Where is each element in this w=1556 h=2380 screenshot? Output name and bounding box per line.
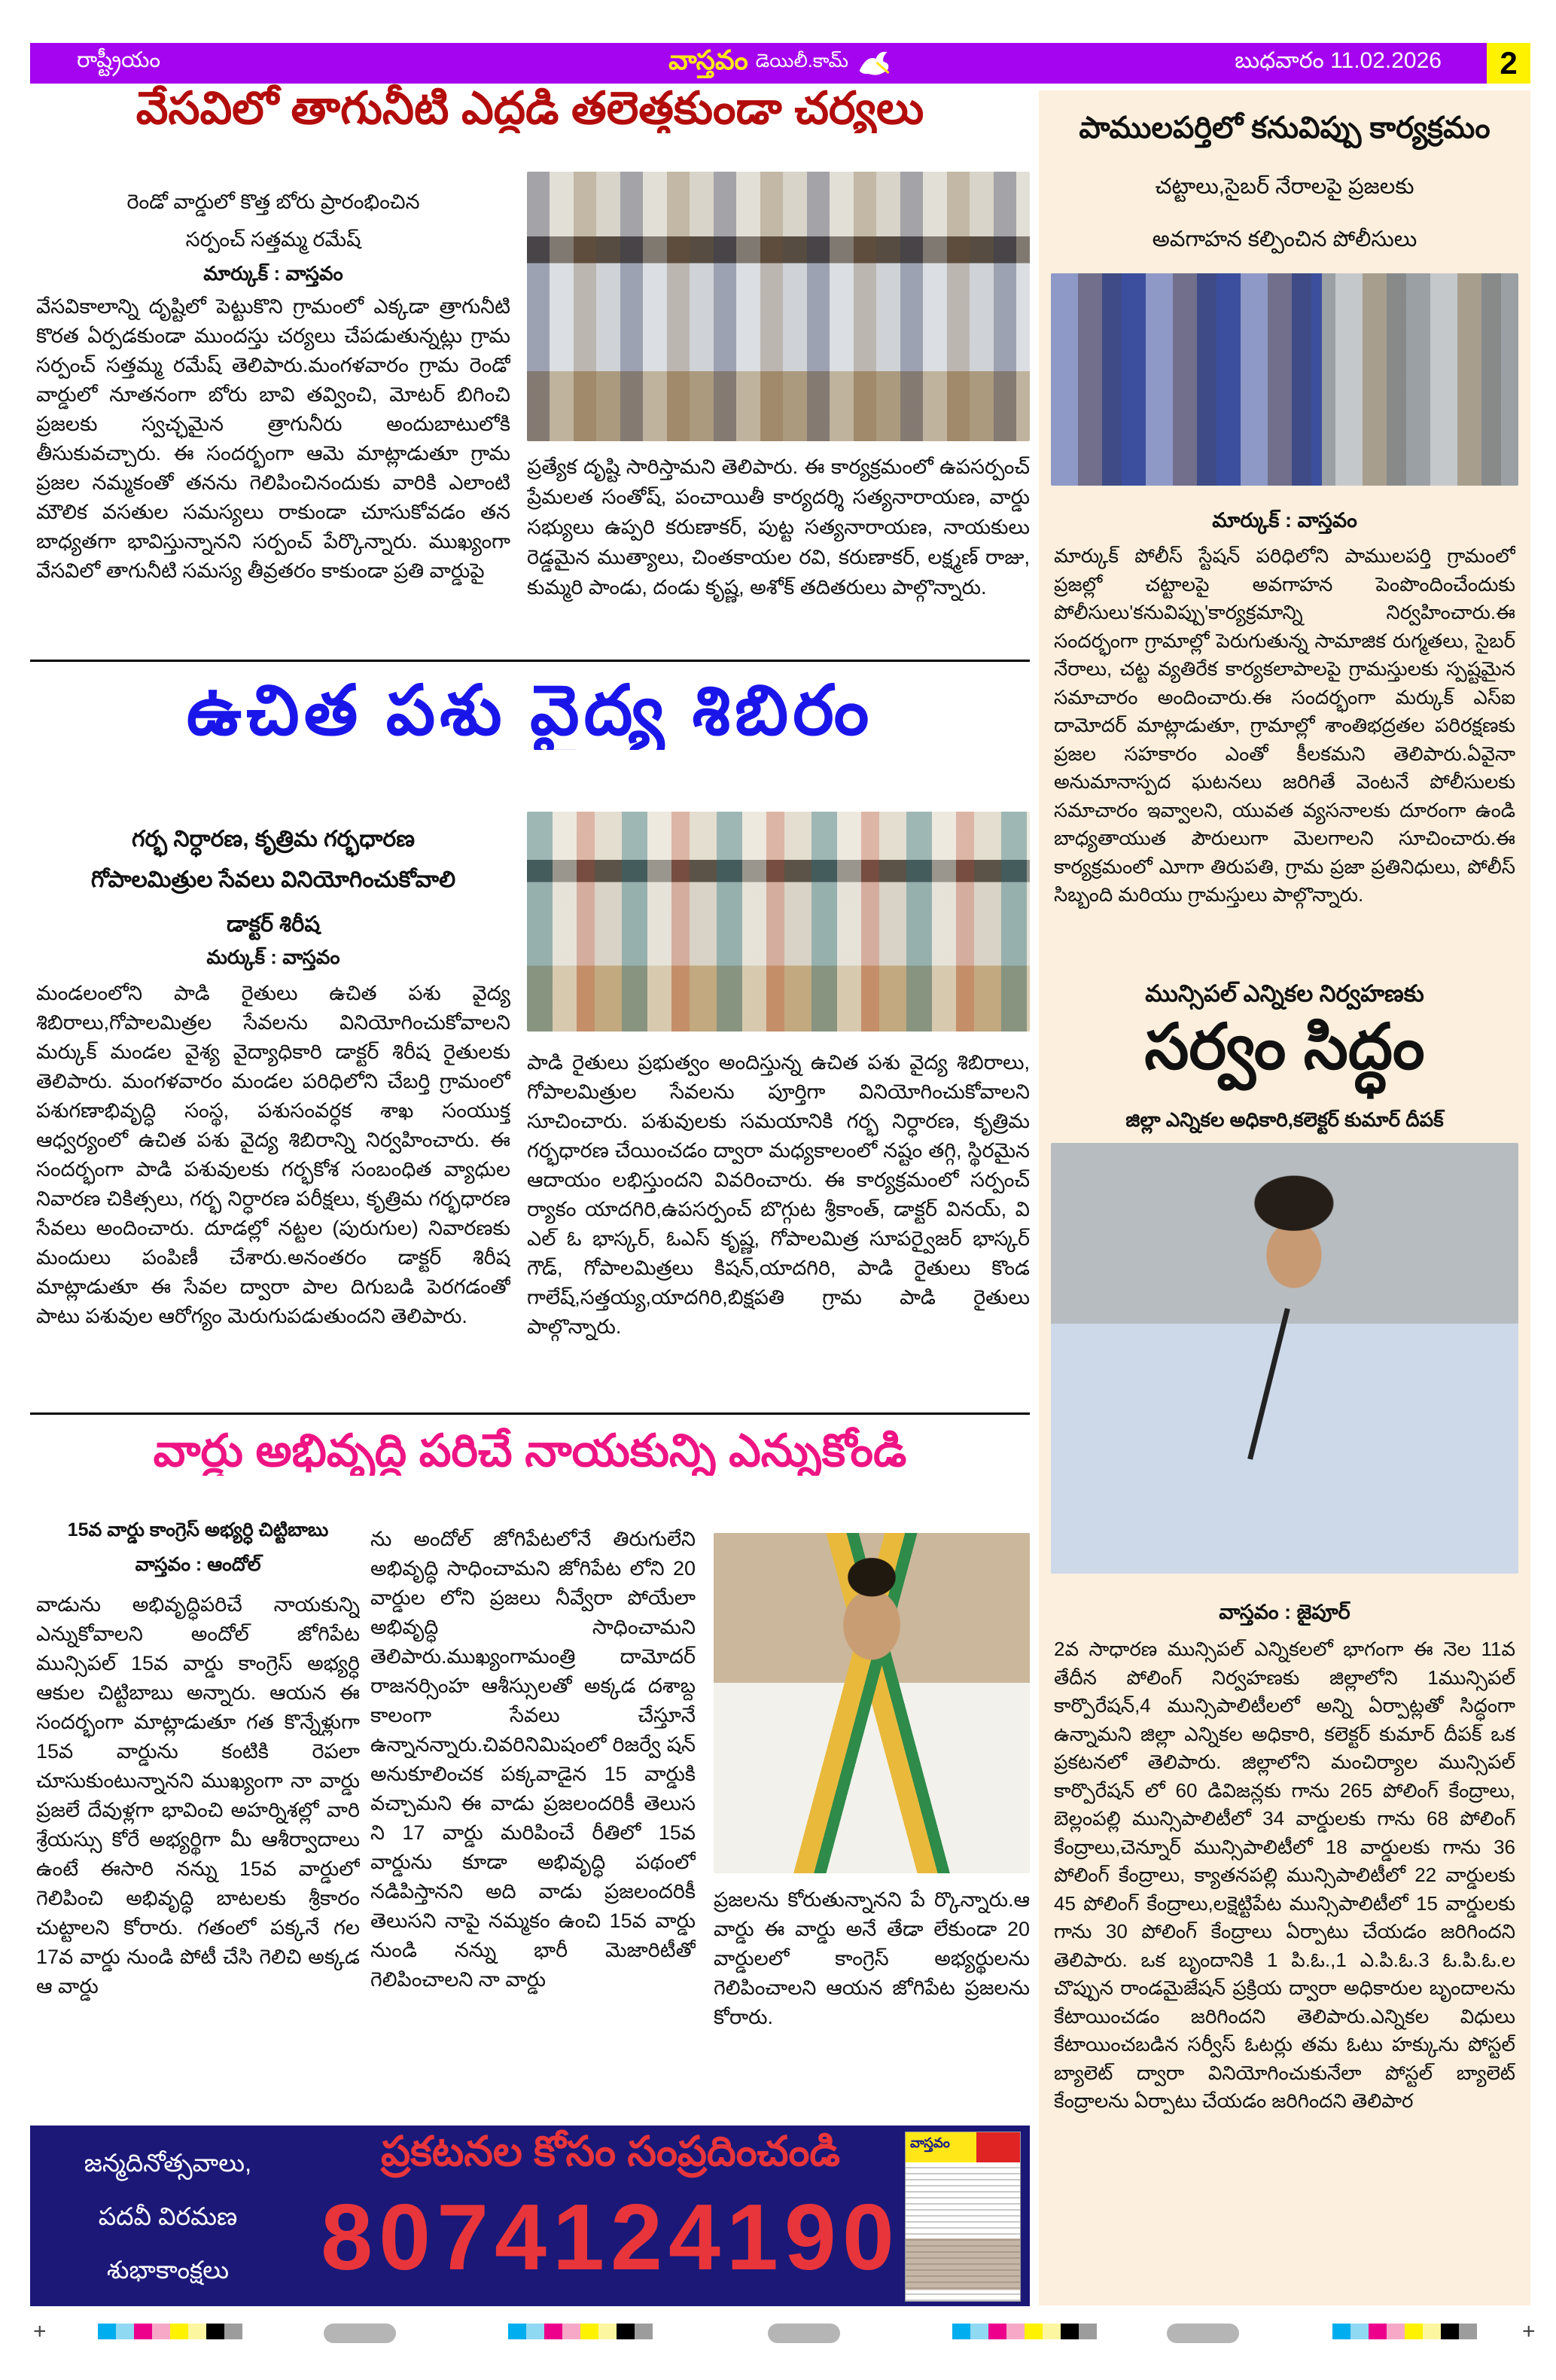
ad-greeting-line: జన్మదినోత్సవాలు, — [84, 2149, 252, 2177]
ad-greeting-line: శుభాకాంక్షలు — [106, 2256, 230, 2284]
section-divider — [30, 660, 1030, 662]
calibration-chip — [562, 2324, 580, 2339]
masthead-brand-name: వాస్తవం — [668, 44, 748, 75]
article1-photo — [527, 172, 1030, 441]
calibration-chip-group — [98, 2324, 242, 2339]
section-divider — [30, 1412, 1030, 1415]
calibration-chip — [544, 2324, 562, 2339]
article3-column-2: ను అందోల్ జోగిపేటలోనే తిరుగులేని అభివృద్ధి సాధించామని జోగిపేట లోని 20 వార్డుల లోని ప్రజలు నీవ్వేరా పోయేలా అభివృద్ధి సాధించామని తెలిపారు.ముఖ్యంగామంత్రి దామోదర్ రాజనర్సింహ ఆశీస్సులతో అక్కడ దశాబ్ద కాలంగా సేవలు చేస్తూనే ఉన్నానన్నారు.చివరినిమిషంలో రిజర్వే షన్ అనుకూలించక పక్కవాడైన 15 వార్డుకి వచ్చామని ఈ వాడు ప్రజలందరికీ తెలుస ని 17 వార్డు మరిపించే రీతిలో 15వ వార్డును కూడా అభివృద్ధి పథంలో నడిపిస్తానని అది వాడు ప్రజలందరికీ తెలుసని నాపై నమ్మకం ఉంచి 15వ వార్డు నుండి నన్ను భారీ మెజారిటీతో గెలిపించాలని నా వార్డు — [370, 1528, 696, 1991]
side-panel — [1039, 90, 1530, 2305]
calibration-chip — [1350, 2324, 1369, 2339]
calibration-chip — [188, 2324, 206, 2339]
side-police-credit: మార్కుక్ : వాస్తవం — [1212, 509, 1357, 532]
article3-column-3: ప్రజలను కోరుతున్నానని పే ర్కొన్నారు.ఆ వార్డు ఈ వార్డు అనే తేడా లేకుండా 20 వార్డులలో కాంగ్రెస్ అభ్యర్థులను గెలిపించాలని ఆయన జోగిపేట ప్రజలను కోరారు. — [714, 1888, 1030, 2028]
calibration-chip — [1441, 2324, 1459, 2339]
article2-subhead-1: గర్భ నిర్ధారణ, కృత్రిమ గర్భధారణ — [132, 827, 415, 852]
article3-headline: వార్డు అభివృద్ధి పరిచే నాయకున్ని ఎన్నుకోండి — [153, 1425, 907, 1476]
side-elections-kicker: మున్సిపల్ ఎన్నికల నిర్వహణకు — [1145, 980, 1424, 1007]
dove-icon — [856, 47, 892, 79]
article2-column-2: పాడి రైతులు ప్రభుత్వం అందిస్తున్న ఉచిత పశు వైద్య శిబిరాలు, గోపాలమిత్రుల సేవలను పూర్తిగా వినియోగించుకోవాలని సూచించారు. పశువులకు సమయానికి గర్భ నిర్ధారణ, కృత్రిమ గర్భధారణ చేయించడం ద్వారా మధ్యకాలంలో నష్టం తగ్గి, స్థిరమైన ఆదాయం లభిస్తుందని వివరించారు. ఈ కార్యక్రమంలో సర్పంచ్ ర్యాకం యాదగిరి,ఉపసర్పంచ్ బొగ్గుట శ్రీకాంత్, డాక్టర్ వినయ్, వి ఎల్ ఓ భాస్కర్, ఓఎస్ కృష్ణ, గోపాలమిత్ర సూపర్వైజర్ భాస్కర్ గౌడ్, గోపాలమిత్రలు కిషన్,యాదగిరి, పాడి రైతులు కొండ గాలేష్,సత్తయ్య,యాదగిరి,బిక్షపతి గ్రామ పాడి రైతులు పాల్గొన్నారు. — [527, 1051, 1030, 1338]
calibration-chip — [952, 2324, 970, 2339]
article2-subhead-2: గోపాలమిత్రుల సేవలు వినియోగించుకోవాలి — [90, 867, 456, 892]
article1-credit: మార్కుక్ : వాస్తవం — [203, 262, 343, 285]
article2-column-1: మండలంలోని పాడి రైతులు ఉచిత పశు వైద్య శిబిరాలు,గోపాలమిత్రల సేవలను వినియోగించుకోవాలని మర్కుక్ మండల వైశ్య వైద్యాధికారి డాక్టర్ శిరీష రైతులకు తెలిపారు. మంగళవారం మండల పరిధిలోని చేబర్తి గ్రామంలో పశుగణాభివృద్ధి సంస్థ, పశుసంవర్ధక శాఖ సంయుక్త ఆధ్వర్యంలో ఉచిత పశు వైద్య శిబిరాన్ని నిర్వహించారు. ఈ సందర్భంగా పాడి పశువులకు గర్భకోశ సంబంధిత వ్యాధుల నివారణ చికిత్సలు, గర్భ నిర్ధారణ పరీక్షలు, కృత్రిమ గర్భధారణ సేవలు అందించారు. దూడల్లో నట్టల (పురుగుల) నివారణకు మందులు పంపిణీ చేశారు.అనంతరం డాక్టర్ శిరీష మాట్లాడుతూ ఈ సేవల ద్వారా పాల దిగుబడి పెరగడంతో పాటు పశువుల ఆరోగ్యం మెరుగుపడుతుందని తెలిపారు. — [36, 982, 510, 1327]
microphone-icon — [1247, 1309, 1290, 1460]
crop-mark: + — [1522, 2319, 1536, 2344]
masthead — [30, 43, 1530, 84]
calibration-chip-group — [1332, 2324, 1477, 2339]
side-police-headline: పాములపర్తిలో కనువిప్పు కార్యక్రమం — [1079, 111, 1491, 145]
calibration-chip — [116, 2324, 134, 2339]
calibration-chip — [206, 2324, 224, 2339]
page-number-badge: 2 — [1487, 43, 1530, 84]
ad-thumbnail-body — [906, 2162, 1020, 2301]
calibration-chip — [1332, 2324, 1350, 2339]
article1-subhead-2: సర్పంచ్ సత్తమ్మ రమేష్ — [185, 228, 361, 251]
article2-photo — [527, 812, 1030, 1032]
calibration-chip — [134, 2324, 152, 2339]
ad-thumbnail-brand: వాస్తవం — [910, 2135, 950, 2150]
side-elections-body: 2వ సాధారణ మున్సిపల్ ఎన్నికలలో భాగంగా ఈ నెల 11వ తేదీన పోలింగ్ నిర్వహణకు జిల్లాలోని 1మున్సిపల్ కార్పొరేషన్,4 మున్సిపాలిటీలలో అన్ని ఏర్పాట్లతో సిద్ధంగా ఉన్నామని జిల్లా ఎన్నికల అధికారి, కలెక్టర్ కుమార్ దీపక్ ఒక ప్రకటనలో తెలిపారు. జిల్లాలోని మంచిర్యాల మున్సిపల్ కార్పొరేషన్ లో 60 డివిజన్లకు గాను 265 పోలింగ్ కేంద్రాలు, బెల్లంపల్లి మున్సిపాలిటీలో 34 వార్డులకు గాను 68 పోలింగ్ కేంద్రాలు,చెన్నూర్ మున్సిపాలిటీలో 18 వార్డులకు గాను 36 పోలింగ్ కేంద్రాలు, క్యాతనపల్లి మున్సిపాలిటీలో 22 వార్డులకు 45 పోలింగ్ కేంద్రాలు,లక్షెట్టిపేట మున్సిపాలిటీలో 15 వార్డులకు గాను 30 పోలింగ్ కేంద్రాలు ఏర్పాటు చేయడం జరిగిందని తెలిపారు. ఒక బృందానికి 1 పి.ఓ.,1 ఎ.పి.ఓ.3 ఓ.పి.ఓ.ల చొప్పున రాండమైజేషన్ ప్రక్రియ ద్వారా అధికారుల బృందాలను కేటాయించడం జరిగిందని తెలిపారు.ఎన్నికల విధులు కేటాయించబడిన సర్వీస్ ఓటర్లు తమ ఓటు హక్కును పోస్టల్ బ్యాలెట్ ద్వారా వినియోగించుకునేలా పోస్టల్ బ్యాలెట్ కేంద్రాలను ఏర్పాటు చేయడం జరిగిందని తెలిపార — [1054, 1638, 1515, 2112]
calibration-chip — [170, 2324, 188, 2339]
article2-headline: ఉచిత పశు వైద్య శిబిరం — [186, 672, 874, 749]
calibration-blob — [768, 2324, 840, 2343]
ad-contact-text: ప్రకటనల కోసం సంప్రదించండి — [380, 2128, 841, 2174]
article3-credit: వాస్తవం : ఆందోల్ — [135, 1554, 261, 1575]
ad-newspaper-thumbnail — [905, 2132, 1021, 2302]
side-police-subhead-1: చట్టాలు,సైబర్ నేరాలపై ప్రజలకు — [1155, 175, 1414, 199]
article3-photo — [714, 1533, 1030, 1873]
ad-greeting-lines — [44, 2136, 292, 2296]
calibration-chip — [1405, 2324, 1423, 2339]
article1-subhead-1: రెండో వార్డులో కొత్త బోరు ప్రారంభించిన — [126, 190, 420, 213]
masthead-date: బుధవారం 11.02.2026 — [1235, 47, 1442, 73]
calibration-chip — [1459, 2324, 1477, 2339]
article1-headline: వేసవిలో తాగునీటి ఎద్దడి తలెత్తకుండా చర్యలు — [136, 83, 924, 133]
article2-credit: మర్కుక్ : వాస్తవం — [206, 946, 340, 968]
article3-column-1: వాడును అభివృద్ధిపరిచే నాయకున్ని ఎన్నుకోవాలని అందోల్ జోగిపేట మున్సిపల్ 15వ వార్డు కాంగ్రెస్ అభ్యర్ధి ఆకుల చిట్టిబాబు అన్నారు. ఆయన ఈ సందర్భంగా మాట్లాడుతూ గత కొన్నేళ్లుగా 15వ వార్డును కంటికి రెపలా చూసుకుంటున్నానని ముఖ్యంగా నా వార్డు ప్రజలే దేవుళ్లగా భావించి అహర్నిశల్లో వారి శ్రేయస్సు కోరే అభ్యర్థిగా మీ ఆశీర్వాదాలు ఉంటే ఈసారి నన్ను 15వ వార్డులో గెలిపించి అభివృద్ధి బాటలకు శ్రీకారం చుట్టాలని కోరారు. గతంలో పక్కనే గల 17వ వార్డు నుండి పోటీ చేసి గెలిచి అక్కడ ఆ వార్డు — [36, 1593, 360, 1998]
calibration-blob — [1167, 2324, 1239, 2343]
calibration-chip — [526, 2324, 544, 2339]
calibration-chip — [1079, 2324, 1097, 2339]
side-police-subhead-2: అవగాహన కల్పించిన పోలీసులు — [1152, 227, 1417, 251]
calibration-chip — [635, 2324, 653, 2339]
calibration-chip — [970, 2324, 988, 2339]
masthead-section-label: రాష్ట్రీయం — [77, 48, 161, 72]
article2-subhead-3: డాక్టర్ శిరీష — [227, 913, 320, 937]
calibration-chip — [580, 2324, 598, 2339]
calibration-chip-group — [508, 2324, 653, 2339]
masthead-brand — [668, 44, 892, 83]
calibration-chip — [1387, 2324, 1405, 2339]
calibration-chip — [1025, 2324, 1043, 2339]
calibration-chip — [1043, 2324, 1061, 2339]
masthead-brand-suffix: డెయిలీ.కామ్ — [755, 50, 848, 72]
side-elections-photo — [1051, 1143, 1518, 1574]
calibration-chip — [1423, 2324, 1441, 2339]
calibration-blob — [324, 2324, 396, 2343]
side-elections-headline: సర్వం సిద్ధం — [1144, 1011, 1425, 1082]
calibration-chip — [1061, 2324, 1079, 2339]
article1-column-2: ప్రత్యేక దృష్టి సారిస్తామని తెలిపారు. ఈ కార్యక్రమంలో ఉపసర్పంచ్ ప్రేమలత సంతోష్, పంచాయితీ కార్యదర్శి సత్యనారాయణ, వార్డు సభ్యులు ఉప్పరి కరుణాకర్, పుట్ట సత్యనారాయణ, నాయకులు రెడ్డమైన ముత్యాలు, చింతకాయల రవి, కరుణాకర్, లక్ష్మణ్ రాజు, కుమ్మరి పాండు, దండు కృష్ణ, అశోక్ తదితరులు పాల్గొన్నారు. — [527, 456, 1030, 599]
side-police-photo — [1051, 273, 1518, 486]
calibration-chip — [988, 2324, 1006, 2339]
ad-phone-number: 8074124190 — [321, 2186, 900, 2290]
calibration-chip — [617, 2324, 635, 2339]
article3-subhead-1: 15వ వార్డు కాంగ్రెస్ అభ్యర్ధి చిట్టిబాబు — [67, 1519, 329, 1540]
article1-column-1: వేసవికాలాన్ని దృష్టిలో పెట్టుకొని గ్రామంలో ఎక్కడా త్రాగునీటి కొరత ఏర్పడకుండా ముందస్తు చర్యలు చేపడుతున్నట్లు గ్రామ సర్పంచ్ సత్తమ్మ రమేష్ తెలిపారు.మంగళవారం గ్రామ రెండో వార్డులో నూతనంగా బోరు బావి తవ్వించి, మోటర్ బిగించి ప్రజలకు స్వచ్ఛమైన త్రాగునీరు అందుబాటులోకి తీసుకువచ్చారు. ఈ సందర్భంగా ఆమె మాట్లాడుతూ గ్రామ ప్రజల నమ్మకంతో తనను గెలిపించినందుకు వారికి ఎలాంటి మౌలిక వసతుల సమస్యలు రాకుండా చూసుకోవడం తన బాధ్యతగా భావిస్తున్నానని సర్పంచ్ పేర్కొన్నారు. ముఖ్యంగా వేసవిలో తాగునీటి సమస్య తీవ్రతరం కాకుండా ప్రతి వార్డుపై — [36, 295, 510, 582]
ad-thumbnail-header — [906, 2132, 1020, 2162]
calibration-chip — [598, 2324, 617, 2339]
calibration-chip — [1369, 2324, 1387, 2339]
side-elections-deck: జిల్లా ఎన్నికల అధికారి,కలెక్టర్ కుమార్ దీపక్ — [1125, 1108, 1444, 1131]
crop-mark: + — [33, 2319, 47, 2344]
calibration-chip — [508, 2324, 526, 2339]
side-elections-photo-caption: వాస్తవం : జైపూర్ — [1219, 1601, 1350, 1623]
calibration-chip — [152, 2324, 170, 2339]
print-calibration-row — [0, 2319, 1556, 2346]
ad-banner — [30, 2126, 1030, 2306]
calibration-chip — [98, 2324, 116, 2339]
calibration-chip — [1006, 2324, 1025, 2339]
side-police-body: మార్కుక్ పోలీస్ స్టేషన్ పరిధిలోని పాములపర్తి గ్రామంలో ప్రజల్లో చట్టాలపై అవగాహన పెంపొందించేందుకు పోలీసులు'కనువిప్పు'కార్యక్రమాన్ని నిర్వహించారు.ఈ సందర్భంగా గ్రామాల్లో పెరుగుతున్న సామాజిక రుగ్మతలు, సైబర్ నేరాలు, చట్ట వ్యతిరేక కార్యకలాపాలపై గ్రామస్తులకు స్పష్టమైన సమాచారం అందించారు.ఈ సందర్భంగా మర్కుక్ ఎస్ఐ దామోదర్ మాట్లాడుతూ, గ్రామాల్లో శాంతిభద్రతల పరిరక్షణకు ప్రజల సహకారం ఎంతో కీలకమని తెలిపారు.ఏవైనా అనుమానాస్పద ఘటనలు జరిగితే వెంటనే పోలీసులకు సమాచారం ఇవ్వాలని, యువత వ్యసనాలకు దూరంగా ఉండి బాధ్యతాయుత పౌరులుగా మెలగాలని సూచించారు.ఈ కార్యక్రమంలో ఎూగా తిరుపతి, గ్రామ ప్రజా ప్రతినిధులు, పోలీస్ సిబ్బంది మరియు గ్రామస్తులు పాల్గొన్నారు. — [1054, 544, 1515, 906]
calibration-chip-group — [952, 2324, 1097, 2339]
ad-greeting-line: పదవీ విరమణ — [98, 2202, 238, 2230]
calibration-chip — [224, 2324, 242, 2339]
